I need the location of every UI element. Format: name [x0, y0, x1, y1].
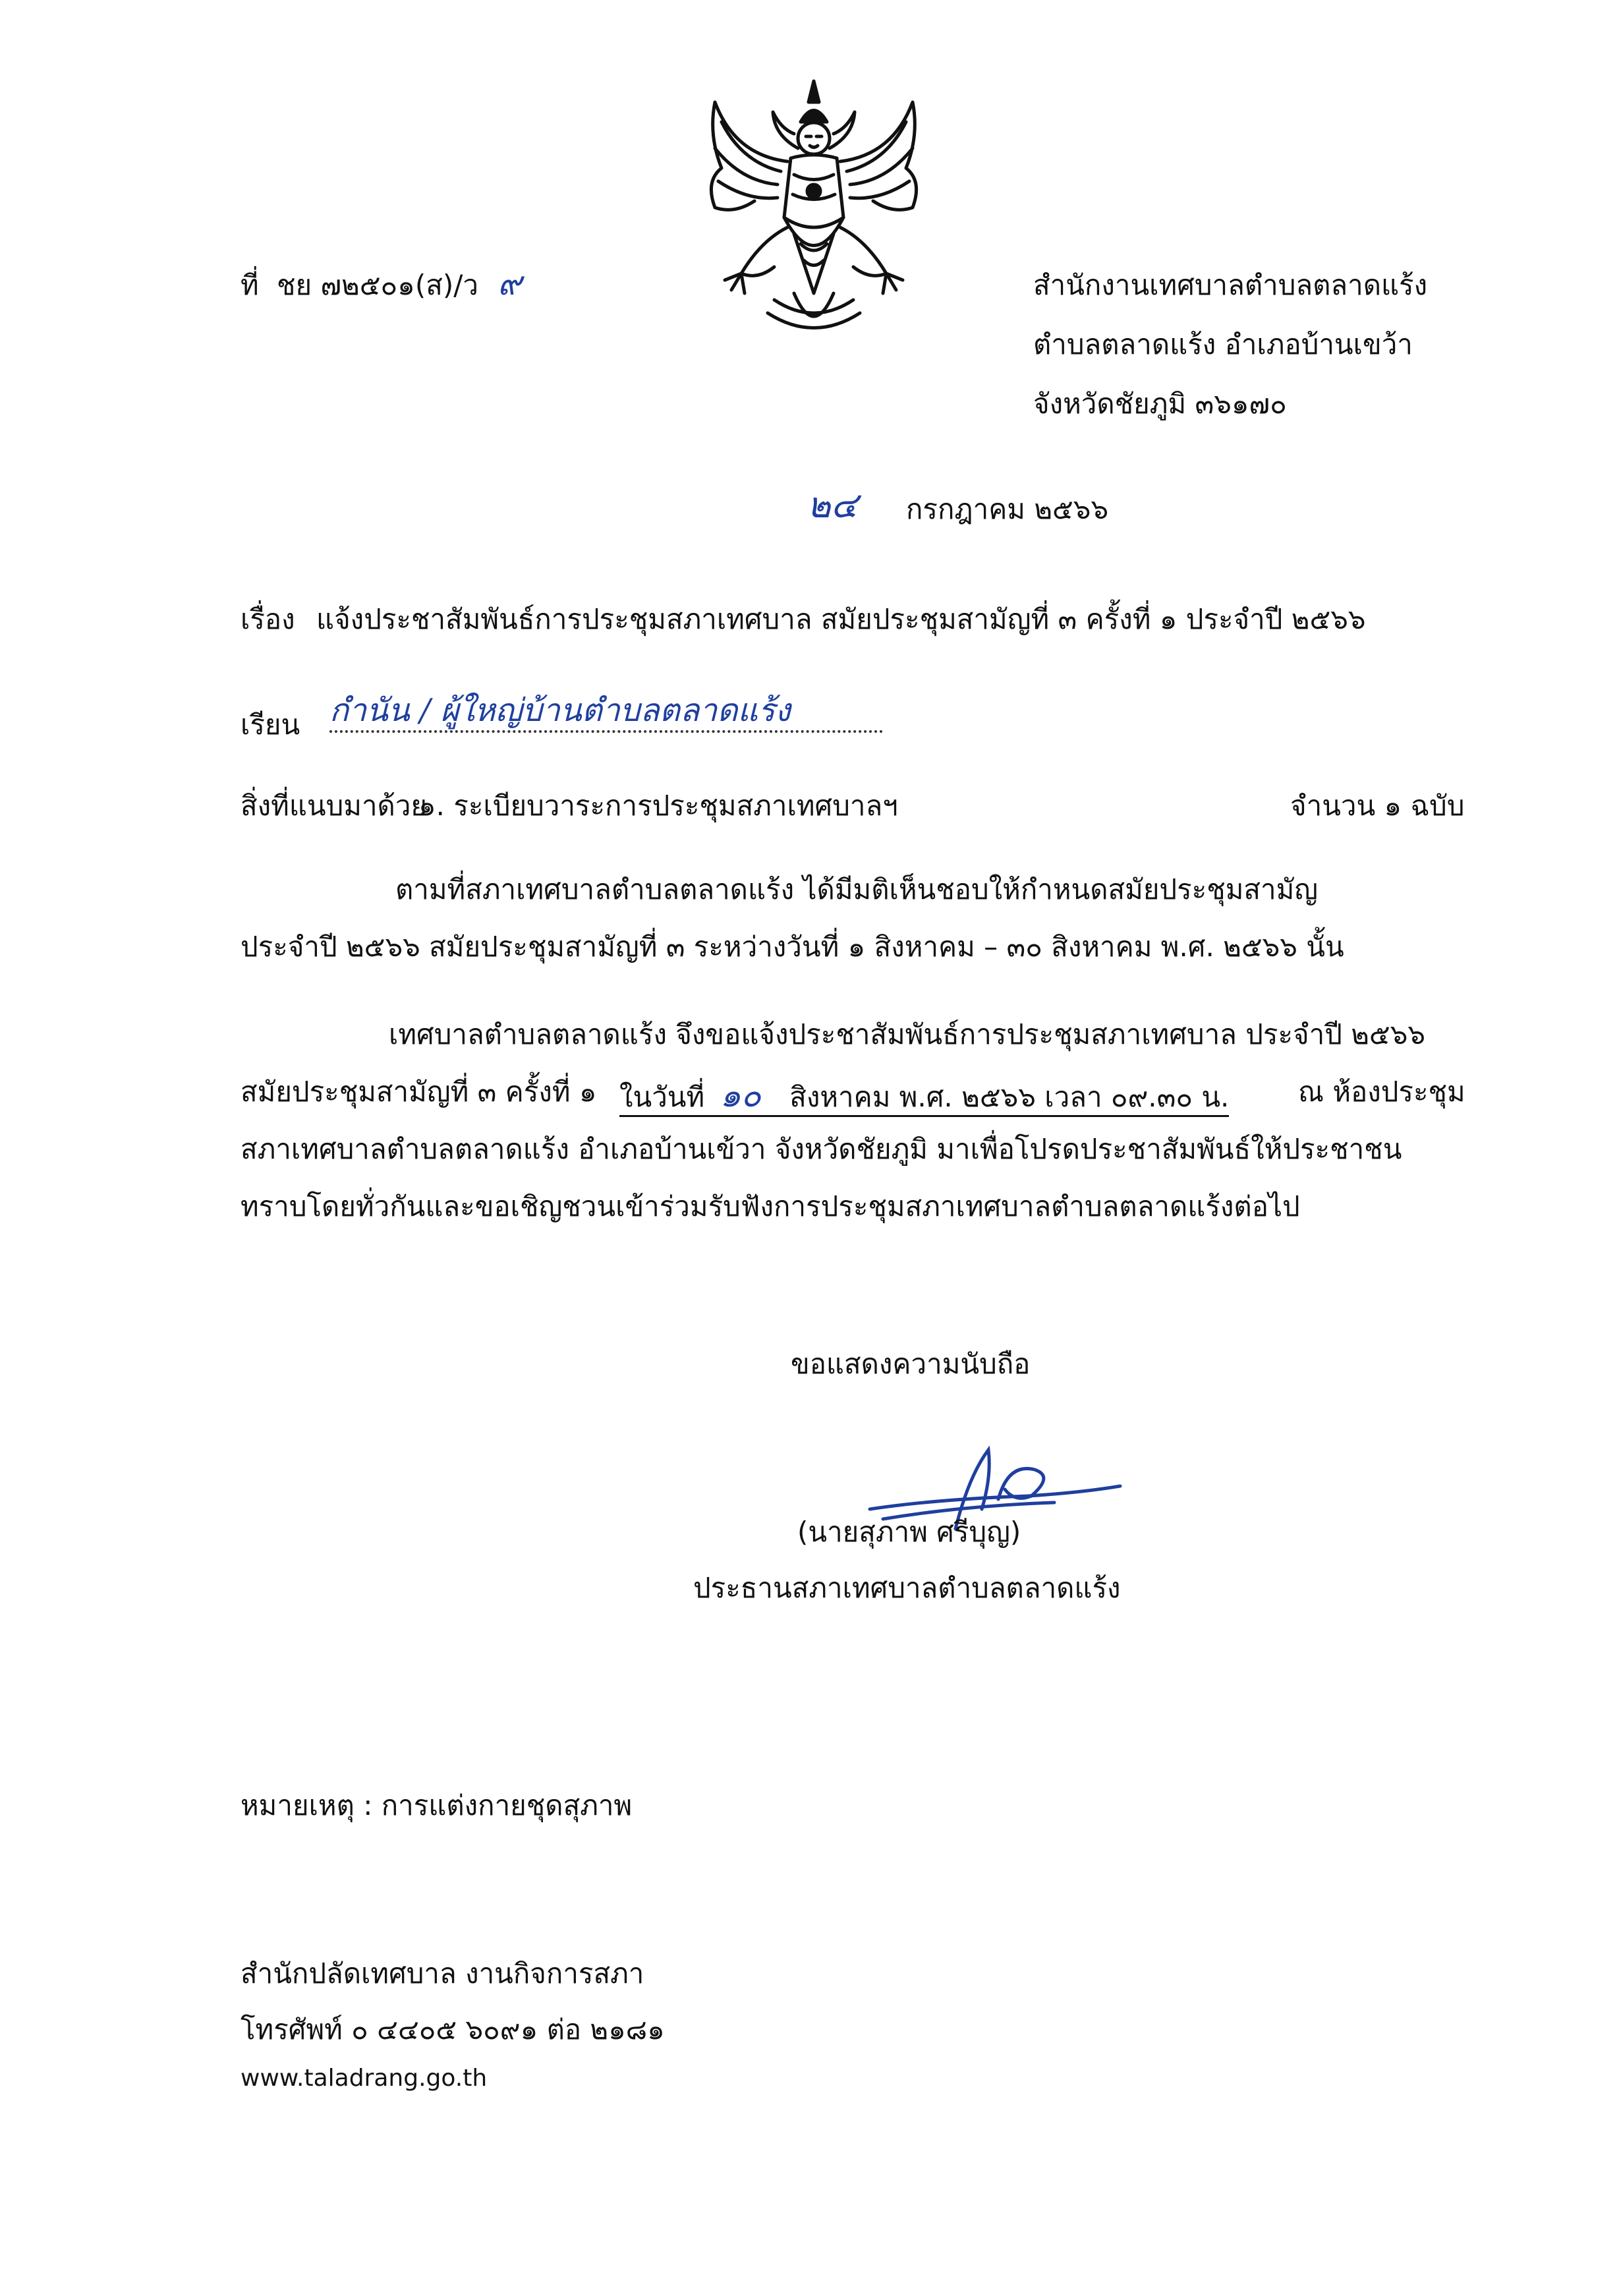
org-name: สำนักงานเทศบาลตำบลตลาดแร้ง: [1033, 269, 1428, 301]
closing-regards: ขอแสดงความนับถือ: [791, 1348, 1031, 1380]
paragraph2-line4: ทราบโดยทั่วกันและขอเชิญชวนเข้าร่วมรับฟังการประชุมสภาเทศบาลตำบลตลาดแร้งต่อไป: [241, 1190, 1300, 1222]
dress-code-note: หมายเหตุ : การแต่งกายชุดสุภาพ: [241, 1789, 633, 1822]
org-province-postcode: จังหวัดชัยภูมิ ๓๖๑๗๐: [1033, 387, 1287, 420]
signatory-name: (นายสุภาพ ศรีบุญ): [797, 1516, 1021, 1548]
paragraph1-line1: ตามที่สภาเทศบาลตำบลตลาดแร้ง ได้มีมติเห็นชอบให้กำหนดสมัยประชุมสามัญ: [395, 873, 1319, 905]
reference-number: ชย ๗๒๕๐๑(ส)/ว: [277, 269, 478, 301]
meeting-date-time: สิงหาคม พ.ศ. ๒๕๖๖ เวลา ๐๙.๓๐ น.: [789, 1081, 1230, 1113]
paragraph2-line3: สภาเทศบาลตำบลตลาดแร้ง อำเภอบ้านเข้วา จังหวัดชัยภูมิ มาเพื่อโปรดประชาสัมพันธ์ให้ประชาชน: [241, 1133, 1402, 1165]
reference-handwritten-number: ๙: [497, 264, 522, 302]
paragraph2-line1: เทศบาลตำบลตลาดแร้ง จึงขอแจ้งประชาสัมพันธ์การประชุมสภาเทศบาล ประจำปี ๒๕๖๖: [389, 1018, 1426, 1050]
attachment-label: สิ่งที่แนบมาด้วย: [241, 789, 428, 822]
addressee-label: เรียน: [241, 708, 300, 741]
subject-text: แจ้งประชาสัมพันธ์การประชุมสภาเทศบาล สมัยประชุมสามัญที่ ๓ ครั้งที่ ๑ ประจำปี ๒๕๖๖: [316, 603, 1366, 635]
org-address-line: ตำบลตลาดแร้ง อำเภอบ้านเขว้า: [1033, 328, 1413, 360]
paragraph2-line2-underlined: [619, 1076, 1229, 1117]
subject-label: เรื่อง: [241, 603, 295, 635]
garuda-emblem: [695, 76, 932, 343]
addressee-handwritten: กำนัน / ผู้ใหญ่บ้านตำบลตลาดแร้ง: [329, 692, 883, 733]
reference-label: ที่: [241, 269, 259, 301]
paragraph1-line2: ประจำปี ๒๕๖๖ สมัยประชุมสามัญที่ ๓ ระหว่างวันที่ ๑ สิงหาคม – ๓๐ สิงหาคม พ.ศ. ๒๕๖๖ นั้น: [241, 931, 1344, 963]
footer-website: www.taladrang.go.th: [241, 2065, 488, 2092]
meeting-day-handwritten: ๑๐: [720, 1076, 761, 1114]
attachment-item: ๑. ระเบียบวาระการประชุมสภาเทศบาลฯ: [418, 789, 898, 822]
meeting-date-prefix: ในวันที่: [619, 1081, 705, 1113]
attachment-count: จำนวน ๑ ฉบับ: [1290, 789, 1465, 822]
date-day-handwritten: ๒๔: [807, 484, 858, 526]
date-month-year: กรกฎาคม ๒๕๖๖: [906, 493, 1109, 525]
footer-department: สำนักปลัดเทศบาล งานกิจการสภา: [241, 1957, 644, 1990]
footer-phone: โทรศัพท์ ๐ ๔๔๐๕ ๖๐๙๑ ต่อ ๒๑๘๑: [241, 2013, 665, 2046]
signatory-position: ประธานสภาเทศบาลตำบลตลาดแร้ง: [693, 1572, 1121, 1604]
paragraph2-line2-part-a: สมัยประชุมสามัญที่ ๓ ครั้งที่ ๑: [241, 1076, 597, 1108]
paragraph2-line2-part-d: ณ ห้องประชุม: [1298, 1076, 1465, 1108]
